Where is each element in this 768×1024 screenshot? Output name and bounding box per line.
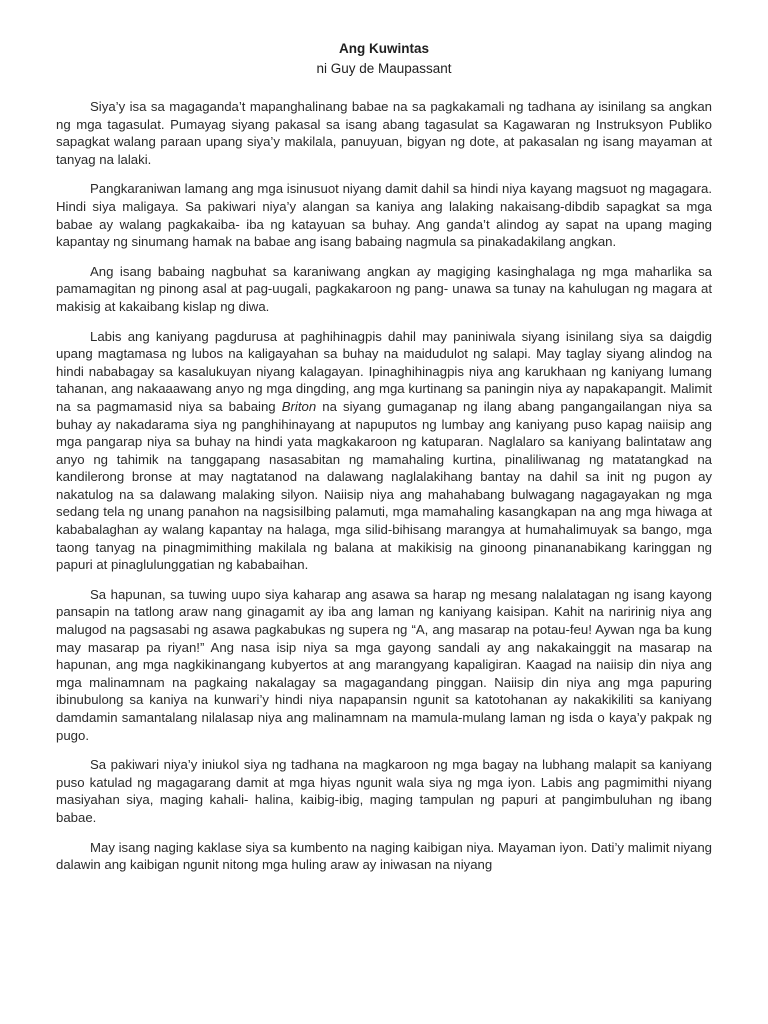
paragraph-4 xyxy=(56,328,712,574)
paragraph-7: May isang naging kaklase siya sa kumbento na naging kaibigan niya. Mayaman iyon. Dati’y malimit niyang dalawin ang kaibigan ngunit nitong mga huling araw ay iniwasan na niyang xyxy=(56,839,712,873)
document-author: ni Guy de Maupassant xyxy=(316,61,452,76)
paragraph-1: Siya’y isa sa magaganda’t mapanghalinang babae na sa pagkakamali ng tadhana ay isinilang sa angkan ng mga tagasulat. Pumayag siyang pakasal sa isang abang tagasulat sa Kagawaran ng Instruksyon Publiko sapagkat walang paraan upang siya’y makilala, panuyuan, bigyan ng dote, at pakasalan ng isang mayaman at tanyag na lalaki. xyxy=(56,99,712,167)
paragraph-6: Sa pakiwari niya’y iniukol siya ng tadhana na magkaroon ng mga bagay na lubhang malapit sa kaniyang puso katulad ng magagarang damit at mga hiyas ngunit wala siya ng mga iyon. Labis ang pagmimithi niyang masiyahan siya, maging kahali- halina, kaibig-ibig, maging tampulan ng papuri at pangimbuluhan ng ibang babae. xyxy=(56,757,712,825)
paragraph-4-text-start: Labis ang kaniyang pagdurusa at paghihinagpis dahil may paniniwala siyang isinilang siya sa daigdig upang magtamasa ng lubos na kaligayahan sa buhay na maidudulot ng salapi. May taglay siyang alindog na hindi nababagay sa kasalukuyan niyang kalagayan. Ipinaghihinagpis niya ang karukhaan ng kaniyang lumang tahanan, ang nakaaawang anyo ng mga dingding, ang mga kurtinang sa paningin niya ay napakapangit. Malimit na sa pagmamasid niya sa babaing xyxy=(56,328,712,414)
paragraph-5: Sa hapunan, sa tuwing uupo siya kaharap ang asawa sa harap ng mesang nalalatagan ng isang kayong pansapin na tatlong araw nang ginagamit ay iba ang laman ng kaniyang kaisipan. Kahit na naririnig niya ang malugod na pagsasabi ng asawa pagkabukas ng supera ng “A, ang masarap na potau-feu! Aywan nga ba kung may masarap pa riyan!” Ang nasa isip niya sa mga gayong sandali ay ang nakakainggit na masarap na hapunan, ang mga nagkikinangang kubyertos at ang marangyang kapaligiran. Kaagad na naiisip din niya ang mga malinamnam na pagkaing nakalagay sa magagandang pinggan. Naiisip din niya ang mga papuring ibinubulong sa kaniya na kunwari’y hindi niya napapansin ngunit sa katotohanan ay nakakikiliti sa kaniyang damdamin samantalang nilalasap niya ang malinamnam na mamula-mulang laman ng isda o kaya’y pakpak ng pugo. xyxy=(56,586,712,743)
document-title: Ang Kuwintas xyxy=(339,41,429,56)
paragraph-2: Pangkaraniwan lamang ang mga isinusuot niyang damit dahil sa hindi niya kayang magsuot ng magagara. Hindi siya maligaya. Sa pakiwari niya’y alangan sa kaniya ang lalaking nakaisang-dibdib sapagkat sa mga babae ay walang pagkakaiba- iba ng katayuan sa buhay. Ang ganda’t alindog ay sapat na upang maging kapantay ng sinumang hamak na babae ang isang babaing nagmula sa pinakadakilang angkan. xyxy=(56,181,712,250)
paragraph-3: Ang isang babaing nagbuhat sa karaniwang angkan ay magiging kasinghalaga ng mga maharlika sa pamamagitan ng pinong asal at pag-uugali, pagkakaroon ng pang- unawa sa tunay na kahulugan ng magara at makisig at kakaibang kislap ng diwa. xyxy=(56,263,712,314)
paragraph-4-italic-word: Briton xyxy=(281,398,317,414)
paragraph-4-text-end: na siyang gumaganap ng ilang abang pangangailangan niya sa buhay ay nakadarama siya ng panghihinayang at napuputos ng lumbay ang kaniyang puso kapag naiisip ang mga pangarap niya sa buhay na hindi yata magkakaroon ng katuparan. Naglalaro sa kaniyang balintataw ang anyo ng tahimik na tanggapang nasasabitan ng mamahaling kurtina, pinaliliwanag ng matatangkad na kandilerong bronse at may nagtatanod na dalawang naglalakihang bantay na dahil sa init ng pugon ay nakatulog na sa dalawang malaking silyon. Naiisip niya ang mahahabang bulwagang nagagayakan ng mga sedang tela ng unang panahon na nagsisilbing palamuti, mga mamahaling kasangkapan na ang mga hiwaga at kababalaghan ay walang kapantay na halaga, mga silid-bihisang marangya at humahalimuyak sa bango, mga taong tanyag na pinagmimithing makilala ng balana at makikisig na ginoong pinananabikang karinggan ng papuri at pinaglulunggatian ng kababaihan. xyxy=(56,398,712,573)
